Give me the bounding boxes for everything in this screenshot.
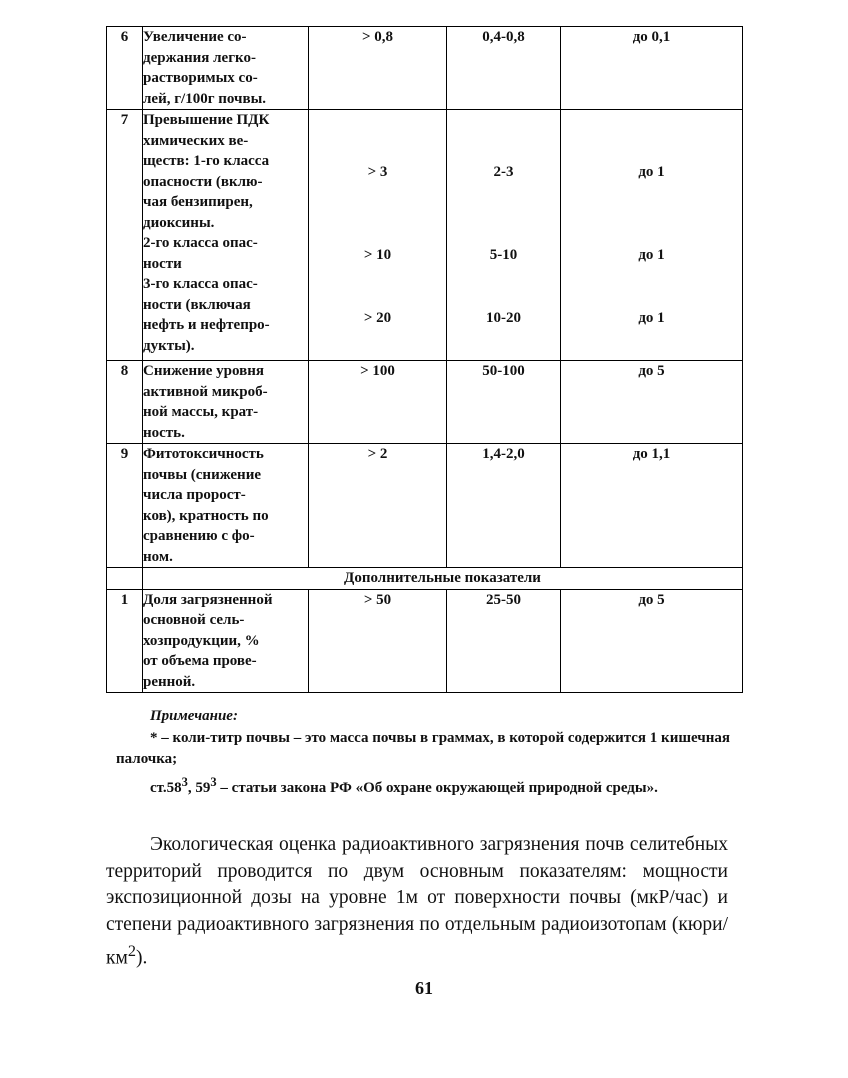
value-cell: 50-100 [447, 361, 561, 444]
desc-line: Превышение ПДК [143, 112, 270, 128]
desc-line: нефть и нефтепро- [143, 317, 270, 333]
indicators-table [106, 26, 743, 693]
value-hazard-class-1: до 1 [638, 163, 665, 180]
value-cell: > 0,8 [309, 27, 447, 110]
desc-line: Доля загрязненной [143, 591, 273, 608]
desc-line: Снижение уровня [143, 363, 264, 379]
value-hazard-class-2: > 10 [363, 246, 392, 263]
desc-line: Увеличение со- [143, 29, 247, 45]
table-note [116, 706, 730, 799]
value-hazard-class-3: 10-20 [486, 309, 521, 326]
empty-cell [107, 568, 143, 590]
section-header-row [107, 568, 743, 590]
row-number: 9 [107, 444, 143, 568]
indicator-description [143, 110, 309, 361]
desc-line: ной массы, крат- [143, 404, 259, 420]
desc-line: ность. [143, 424, 185, 441]
desc-line: дукты). [143, 337, 195, 354]
desc-line: ности [143, 255, 182, 272]
table-row [107, 361, 743, 444]
desc-line: держания легко- [143, 49, 256, 66]
desc-line: от объема прове- [143, 653, 257, 669]
desc-line: диоксины. [143, 214, 215, 231]
paragraph-text: Экологическая оценка радиоактивного загрязнения почв селитебных территорий проводится по двум основным показателям: мощности экспозиционной дозы на уровне 1м от поверхности почвы (мкР/час) и степени радиоактивного загрязнения по отдельным радиоизотопам (кюри/км [106, 834, 728, 969]
desc-line: чая бензипирен, [143, 194, 253, 210]
superscript: 3 [181, 775, 188, 789]
value-cell: до 5 [561, 589, 743, 693]
note-text: , 59 [187, 780, 211, 796]
desc-line: хозпродукции, % [143, 632, 260, 649]
desc-line: растворимых со- [143, 70, 258, 86]
value-cell: 0,4-0,8 [447, 27, 561, 110]
value-hazard-class-1: > 3 [367, 163, 388, 180]
indicator-description [143, 27, 309, 110]
value-hazard-class-3: до 1 [638, 309, 665, 326]
desc-line: лей, г/100г почвы. [143, 90, 267, 107]
desc-line: ности (включая [143, 296, 251, 313]
value-cell: до 5 [561, 361, 743, 444]
desc-line: почвы (снижение [143, 466, 261, 483]
section-title: Дополнительные показатели [143, 568, 743, 590]
page-number: 61 [415, 978, 433, 998]
row-number: 6 [107, 27, 143, 110]
desc-line: химических ве- [143, 132, 249, 149]
value-cell [447, 110, 561, 361]
table-row [107, 444, 743, 568]
desc-line: опасности (вклю- [143, 173, 263, 190]
value-cell: 1,4-2,0 [447, 444, 561, 568]
value-hazard-class-3: > 20 [363, 309, 392, 326]
paragraph-end: ). [135, 947, 148, 969]
value-hazard-class-1: 2-3 [493, 163, 514, 180]
note-line: * – коли-титр почвы – это масса почвы в граммах, в которой содержится 1 кишечная палочка; [116, 730, 730, 767]
value-cell: > 50 [309, 589, 447, 693]
value-cell: до 1,1 [561, 444, 743, 568]
value-cell: до 0,1 [561, 27, 743, 110]
row-number: 7 [107, 110, 143, 361]
table-row [107, 27, 743, 110]
indicator-description [143, 444, 309, 568]
table-row [107, 110, 743, 361]
value-cell [561, 110, 743, 361]
note-text: – статьи закона РФ «Об охране окружающей природной среды». [216, 780, 658, 796]
note-title: Примечание: [150, 708, 238, 724]
row-number: 8 [107, 361, 143, 444]
value-cell: 25-50 [447, 589, 561, 693]
desc-line: 3-го класса опас- [143, 276, 258, 292]
desc-line: числа пророст- [143, 487, 246, 503]
value-cell: > 2 [309, 444, 447, 568]
row-number: 1 [107, 589, 143, 693]
desc-line: ренной. [143, 673, 196, 690]
value-cell: > 100 [309, 361, 447, 444]
desc-line: ков), кратность по [143, 507, 269, 524]
desc-line: основной сель- [143, 612, 245, 628]
indicator-description [143, 361, 309, 444]
table-row [107, 589, 743, 693]
body-paragraph [106, 832, 728, 972]
desc-line: Фитотоксичность [143, 446, 264, 462]
note-line [116, 772, 730, 799]
superscript: 3 [210, 775, 217, 789]
value-hazard-class-2: 5-10 [489, 246, 518, 263]
value-cell [309, 110, 447, 361]
note-text: ст.58 [150, 780, 182, 796]
desc-line: 2-го класса опас- [143, 235, 258, 251]
indicator-description [143, 589, 309, 693]
desc-line: активной микроб- [143, 383, 268, 400]
superscript: 2 [127, 942, 136, 960]
desc-line: ществ: 1-го класса [143, 153, 270, 169]
desc-line: ном. [143, 548, 173, 565]
desc-line: сравнению с фо- [143, 528, 255, 544]
value-hazard-class-2: до 1 [638, 246, 665, 263]
